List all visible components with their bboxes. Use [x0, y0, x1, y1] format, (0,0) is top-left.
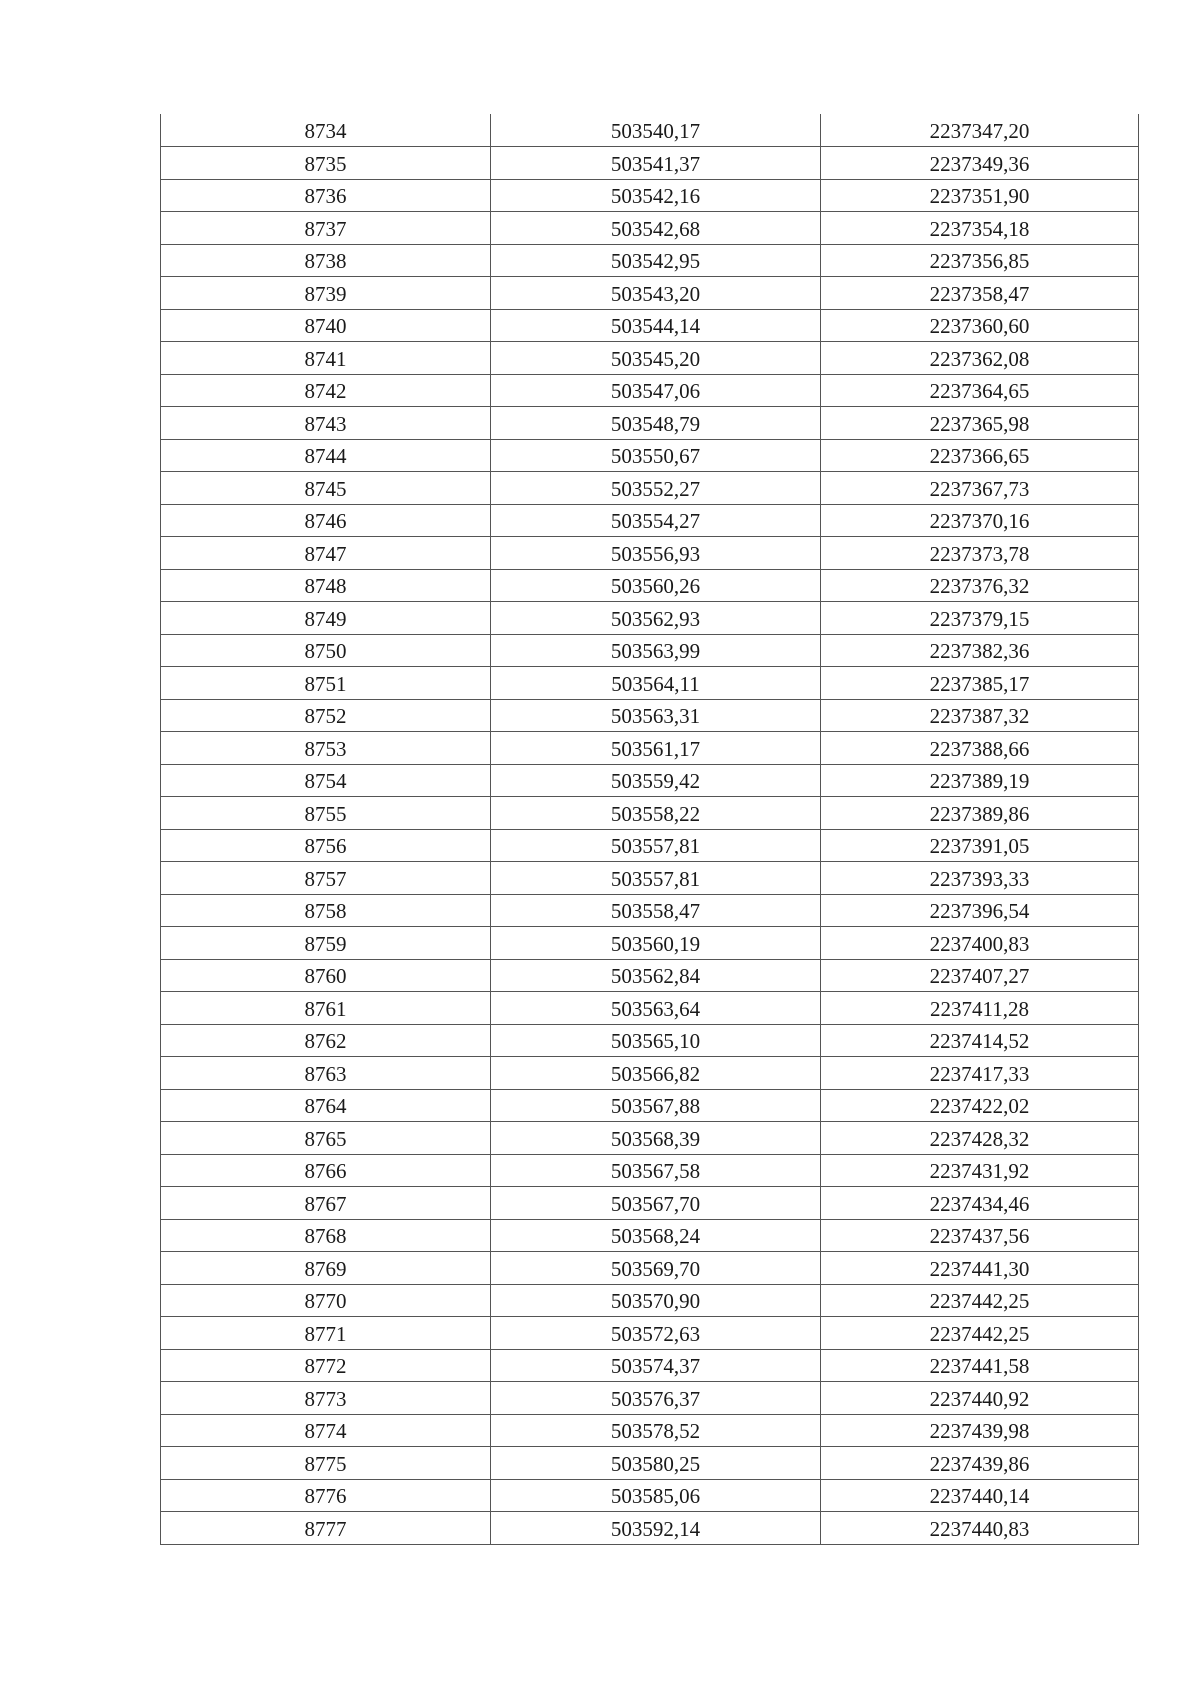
x-coordinate-cell: 503545,20: [491, 342, 821, 375]
table-row: [161, 1122, 1139, 1155]
x-coordinate-cell: 503552,27: [491, 472, 821, 505]
x-coordinate-cell: 503541,37: [491, 147, 821, 180]
table-row: [161, 992, 1139, 1025]
x-coordinate-cell: 503544,14: [491, 309, 821, 342]
x-coordinate-cell: 503557,81: [491, 862, 821, 895]
y-coordinate-cell: 2237437,56: [821, 1219, 1139, 1252]
point-number-cell: 8748: [161, 569, 491, 602]
point-number-cell: 8765: [161, 1122, 491, 1155]
y-coordinate-cell: 2237428,32: [821, 1122, 1139, 1155]
table-row: [161, 797, 1139, 830]
x-coordinate-cell: 503558,22: [491, 797, 821, 830]
table-row: [161, 1512, 1139, 1545]
point-number-cell: 8736: [161, 179, 491, 212]
x-coordinate-cell: 503566,82: [491, 1057, 821, 1090]
x-coordinate-cell: 503569,70: [491, 1252, 821, 1285]
table-row: [161, 342, 1139, 375]
table-row: [161, 179, 1139, 212]
point-number-cell: 8746: [161, 504, 491, 537]
y-coordinate-cell: 2237393,33: [821, 862, 1139, 895]
y-coordinate-cell: 2237442,25: [821, 1317, 1139, 1350]
x-coordinate-cell: 503542,95: [491, 244, 821, 277]
table-row: [161, 862, 1139, 895]
point-number-cell: 8738: [161, 244, 491, 277]
table-row: [161, 894, 1139, 927]
x-coordinate-cell: 503567,70: [491, 1187, 821, 1220]
x-coordinate-cell: 503580,25: [491, 1447, 821, 1480]
y-coordinate-cell: 2237414,52: [821, 1024, 1139, 1057]
table-row: [161, 569, 1139, 602]
x-coordinate-cell: 503542,16: [491, 179, 821, 212]
table-row: [161, 732, 1139, 765]
y-coordinate-cell: 2237376,32: [821, 569, 1139, 602]
y-coordinate-cell: 2237385,17: [821, 667, 1139, 700]
table-row: [161, 699, 1139, 732]
y-coordinate-cell: 2237389,86: [821, 797, 1139, 830]
point-number-cell: 8769: [161, 1252, 491, 1285]
y-coordinate-cell: 2237396,54: [821, 894, 1139, 927]
y-coordinate-cell: 2237360,60: [821, 309, 1139, 342]
coordinates-table-body: [161, 114, 1139, 1544]
y-coordinate-cell: 2237407,27: [821, 959, 1139, 992]
x-coordinate-cell: 503548,79: [491, 407, 821, 440]
point-number-cell: 8760: [161, 959, 491, 992]
y-coordinate-cell: 2237440,83: [821, 1512, 1139, 1545]
table-row: [161, 764, 1139, 797]
y-coordinate-cell: 2237440,92: [821, 1382, 1139, 1415]
y-coordinate-cell: 2237440,14: [821, 1479, 1139, 1512]
point-number-cell: 8773: [161, 1382, 491, 1415]
x-coordinate-cell: 503543,20: [491, 277, 821, 310]
table-row: [161, 277, 1139, 310]
x-coordinate-cell: 503592,14: [491, 1512, 821, 1545]
table-row: [161, 439, 1139, 472]
x-coordinate-cell: 503563,99: [491, 634, 821, 667]
table-row: [161, 602, 1139, 635]
table-row: [161, 1154, 1139, 1187]
table-row: [161, 1219, 1139, 1252]
point-number-cell: 8770: [161, 1284, 491, 1317]
y-coordinate-cell: 2237441,30: [821, 1252, 1139, 1285]
y-coordinate-cell: 2237442,25: [821, 1284, 1139, 1317]
point-number-cell: 8747: [161, 537, 491, 570]
point-number-cell: 8768: [161, 1219, 491, 1252]
x-coordinate-cell: 503560,19: [491, 927, 821, 960]
x-coordinate-cell: 503574,37: [491, 1349, 821, 1382]
point-number-cell: 8762: [161, 1024, 491, 1057]
point-number-cell: 8751: [161, 667, 491, 700]
y-coordinate-cell: 2237366,65: [821, 439, 1139, 472]
x-coordinate-cell: 503562,84: [491, 959, 821, 992]
table-row: [161, 1447, 1139, 1480]
point-number-cell: 8757: [161, 862, 491, 895]
y-coordinate-cell: 2237382,36: [821, 634, 1139, 667]
y-coordinate-cell: 2237391,05: [821, 829, 1139, 862]
point-number-cell: 8777: [161, 1512, 491, 1545]
point-number-cell: 8744: [161, 439, 491, 472]
x-coordinate-cell: 503568,24: [491, 1219, 821, 1252]
table-row: [161, 244, 1139, 277]
x-coordinate-cell: 503547,06: [491, 374, 821, 407]
table-row: [161, 1349, 1139, 1382]
point-number-cell: 8734: [161, 114, 491, 147]
y-coordinate-cell: 2237387,32: [821, 699, 1139, 732]
y-coordinate-cell: 2237441,58: [821, 1349, 1139, 1382]
table-row: [161, 374, 1139, 407]
y-coordinate-cell: 2237364,65: [821, 374, 1139, 407]
x-coordinate-cell: 503564,11: [491, 667, 821, 700]
y-coordinate-cell: 2237347,20: [821, 114, 1139, 147]
x-coordinate-cell: 503585,06: [491, 1479, 821, 1512]
y-coordinate-cell: 2237351,90: [821, 179, 1139, 212]
point-number-cell: 8735: [161, 147, 491, 180]
y-coordinate-cell: 2237362,08: [821, 342, 1139, 375]
table-row: [161, 1414, 1139, 1447]
point-number-cell: 8775: [161, 1447, 491, 1480]
point-number-cell: 8753: [161, 732, 491, 765]
table-row: [161, 212, 1139, 245]
table-row: [161, 1317, 1139, 1350]
table-row: [161, 504, 1139, 537]
point-number-cell: 8774: [161, 1414, 491, 1447]
y-coordinate-cell: 2237349,36: [821, 147, 1139, 180]
point-number-cell: 8763: [161, 1057, 491, 1090]
table-row: [161, 472, 1139, 505]
table-row: [161, 1252, 1139, 1285]
table-row: [161, 634, 1139, 667]
x-coordinate-cell: 503563,64: [491, 992, 821, 1025]
point-number-cell: 8740: [161, 309, 491, 342]
x-coordinate-cell: 503558,47: [491, 894, 821, 927]
point-number-cell: 8761: [161, 992, 491, 1025]
point-number-cell: 8755: [161, 797, 491, 830]
point-number-cell: 8756: [161, 829, 491, 862]
point-number-cell: 8759: [161, 927, 491, 960]
x-coordinate-cell: 503567,88: [491, 1089, 821, 1122]
x-coordinate-cell: 503578,52: [491, 1414, 821, 1447]
y-coordinate-cell: 2237411,28: [821, 992, 1139, 1025]
x-coordinate-cell: 503568,39: [491, 1122, 821, 1155]
y-coordinate-cell: 2237379,15: [821, 602, 1139, 635]
point-number-cell: 8752: [161, 699, 491, 732]
y-coordinate-cell: 2237434,46: [821, 1187, 1139, 1220]
x-coordinate-cell: 503563,31: [491, 699, 821, 732]
point-number-cell: 8766: [161, 1154, 491, 1187]
point-number-cell: 8741: [161, 342, 491, 375]
point-number-cell: 8737: [161, 212, 491, 245]
table-row: [161, 667, 1139, 700]
y-coordinate-cell: 2237358,47: [821, 277, 1139, 310]
y-coordinate-cell: 2237422,02: [821, 1089, 1139, 1122]
y-coordinate-cell: 2237370,16: [821, 504, 1139, 537]
table-row: [161, 927, 1139, 960]
x-coordinate-cell: 503576,37: [491, 1382, 821, 1415]
point-number-cell: 8750: [161, 634, 491, 667]
point-number-cell: 8739: [161, 277, 491, 310]
y-coordinate-cell: 2237373,78: [821, 537, 1139, 570]
x-coordinate-cell: 503559,42: [491, 764, 821, 797]
coordinates-table: [160, 114, 1139, 1545]
y-coordinate-cell: 2237439,86: [821, 1447, 1139, 1480]
table-row: [161, 1284, 1139, 1317]
x-coordinate-cell: 503567,58: [491, 1154, 821, 1187]
point-number-cell: 8743: [161, 407, 491, 440]
point-number-cell: 8772: [161, 1349, 491, 1382]
y-coordinate-cell: 2237354,18: [821, 212, 1139, 245]
table-row: [161, 829, 1139, 862]
x-coordinate-cell: 503560,26: [491, 569, 821, 602]
table-row: [161, 407, 1139, 440]
table-row: [161, 147, 1139, 180]
table-row: [161, 537, 1139, 570]
x-coordinate-cell: 503565,10: [491, 1024, 821, 1057]
point-number-cell: 8767: [161, 1187, 491, 1220]
point-number-cell: 8758: [161, 894, 491, 927]
x-coordinate-cell: 503570,90: [491, 1284, 821, 1317]
y-coordinate-cell: 2237389,19: [821, 764, 1139, 797]
x-coordinate-cell: 503550,67: [491, 439, 821, 472]
table-row: [161, 309, 1139, 342]
y-coordinate-cell: 2237365,98: [821, 407, 1139, 440]
point-number-cell: 8764: [161, 1089, 491, 1122]
point-number-cell: 8776: [161, 1479, 491, 1512]
x-coordinate-cell: 503540,17: [491, 114, 821, 147]
x-coordinate-cell: 503554,27: [491, 504, 821, 537]
point-number-cell: 8742: [161, 374, 491, 407]
x-coordinate-cell: 503542,68: [491, 212, 821, 245]
table-row: [161, 1382, 1139, 1415]
y-coordinate-cell: 2237388,66: [821, 732, 1139, 765]
y-coordinate-cell: 2237367,73: [821, 472, 1139, 505]
x-coordinate-cell: 503572,63: [491, 1317, 821, 1350]
x-coordinate-cell: 503557,81: [491, 829, 821, 862]
y-coordinate-cell: 2237400,83: [821, 927, 1139, 960]
y-coordinate-cell: 2237417,33: [821, 1057, 1139, 1090]
y-coordinate-cell: 2237356,85: [821, 244, 1139, 277]
x-coordinate-cell: 503556,93: [491, 537, 821, 570]
table-row: [161, 1057, 1139, 1090]
point-number-cell: 8745: [161, 472, 491, 505]
table-row: [161, 1089, 1139, 1122]
y-coordinate-cell: 2237439,98: [821, 1414, 1139, 1447]
table-row: [161, 959, 1139, 992]
table-row: [161, 1479, 1139, 1512]
y-coordinate-cell: 2237431,92: [821, 1154, 1139, 1187]
point-number-cell: 8771: [161, 1317, 491, 1350]
table-row: [161, 1024, 1139, 1057]
point-number-cell: 8749: [161, 602, 491, 635]
table-row: [161, 1187, 1139, 1220]
table-row: [161, 114, 1139, 147]
point-number-cell: 8754: [161, 764, 491, 797]
x-coordinate-cell: 503562,93: [491, 602, 821, 635]
x-coordinate-cell: 503561,17: [491, 732, 821, 765]
